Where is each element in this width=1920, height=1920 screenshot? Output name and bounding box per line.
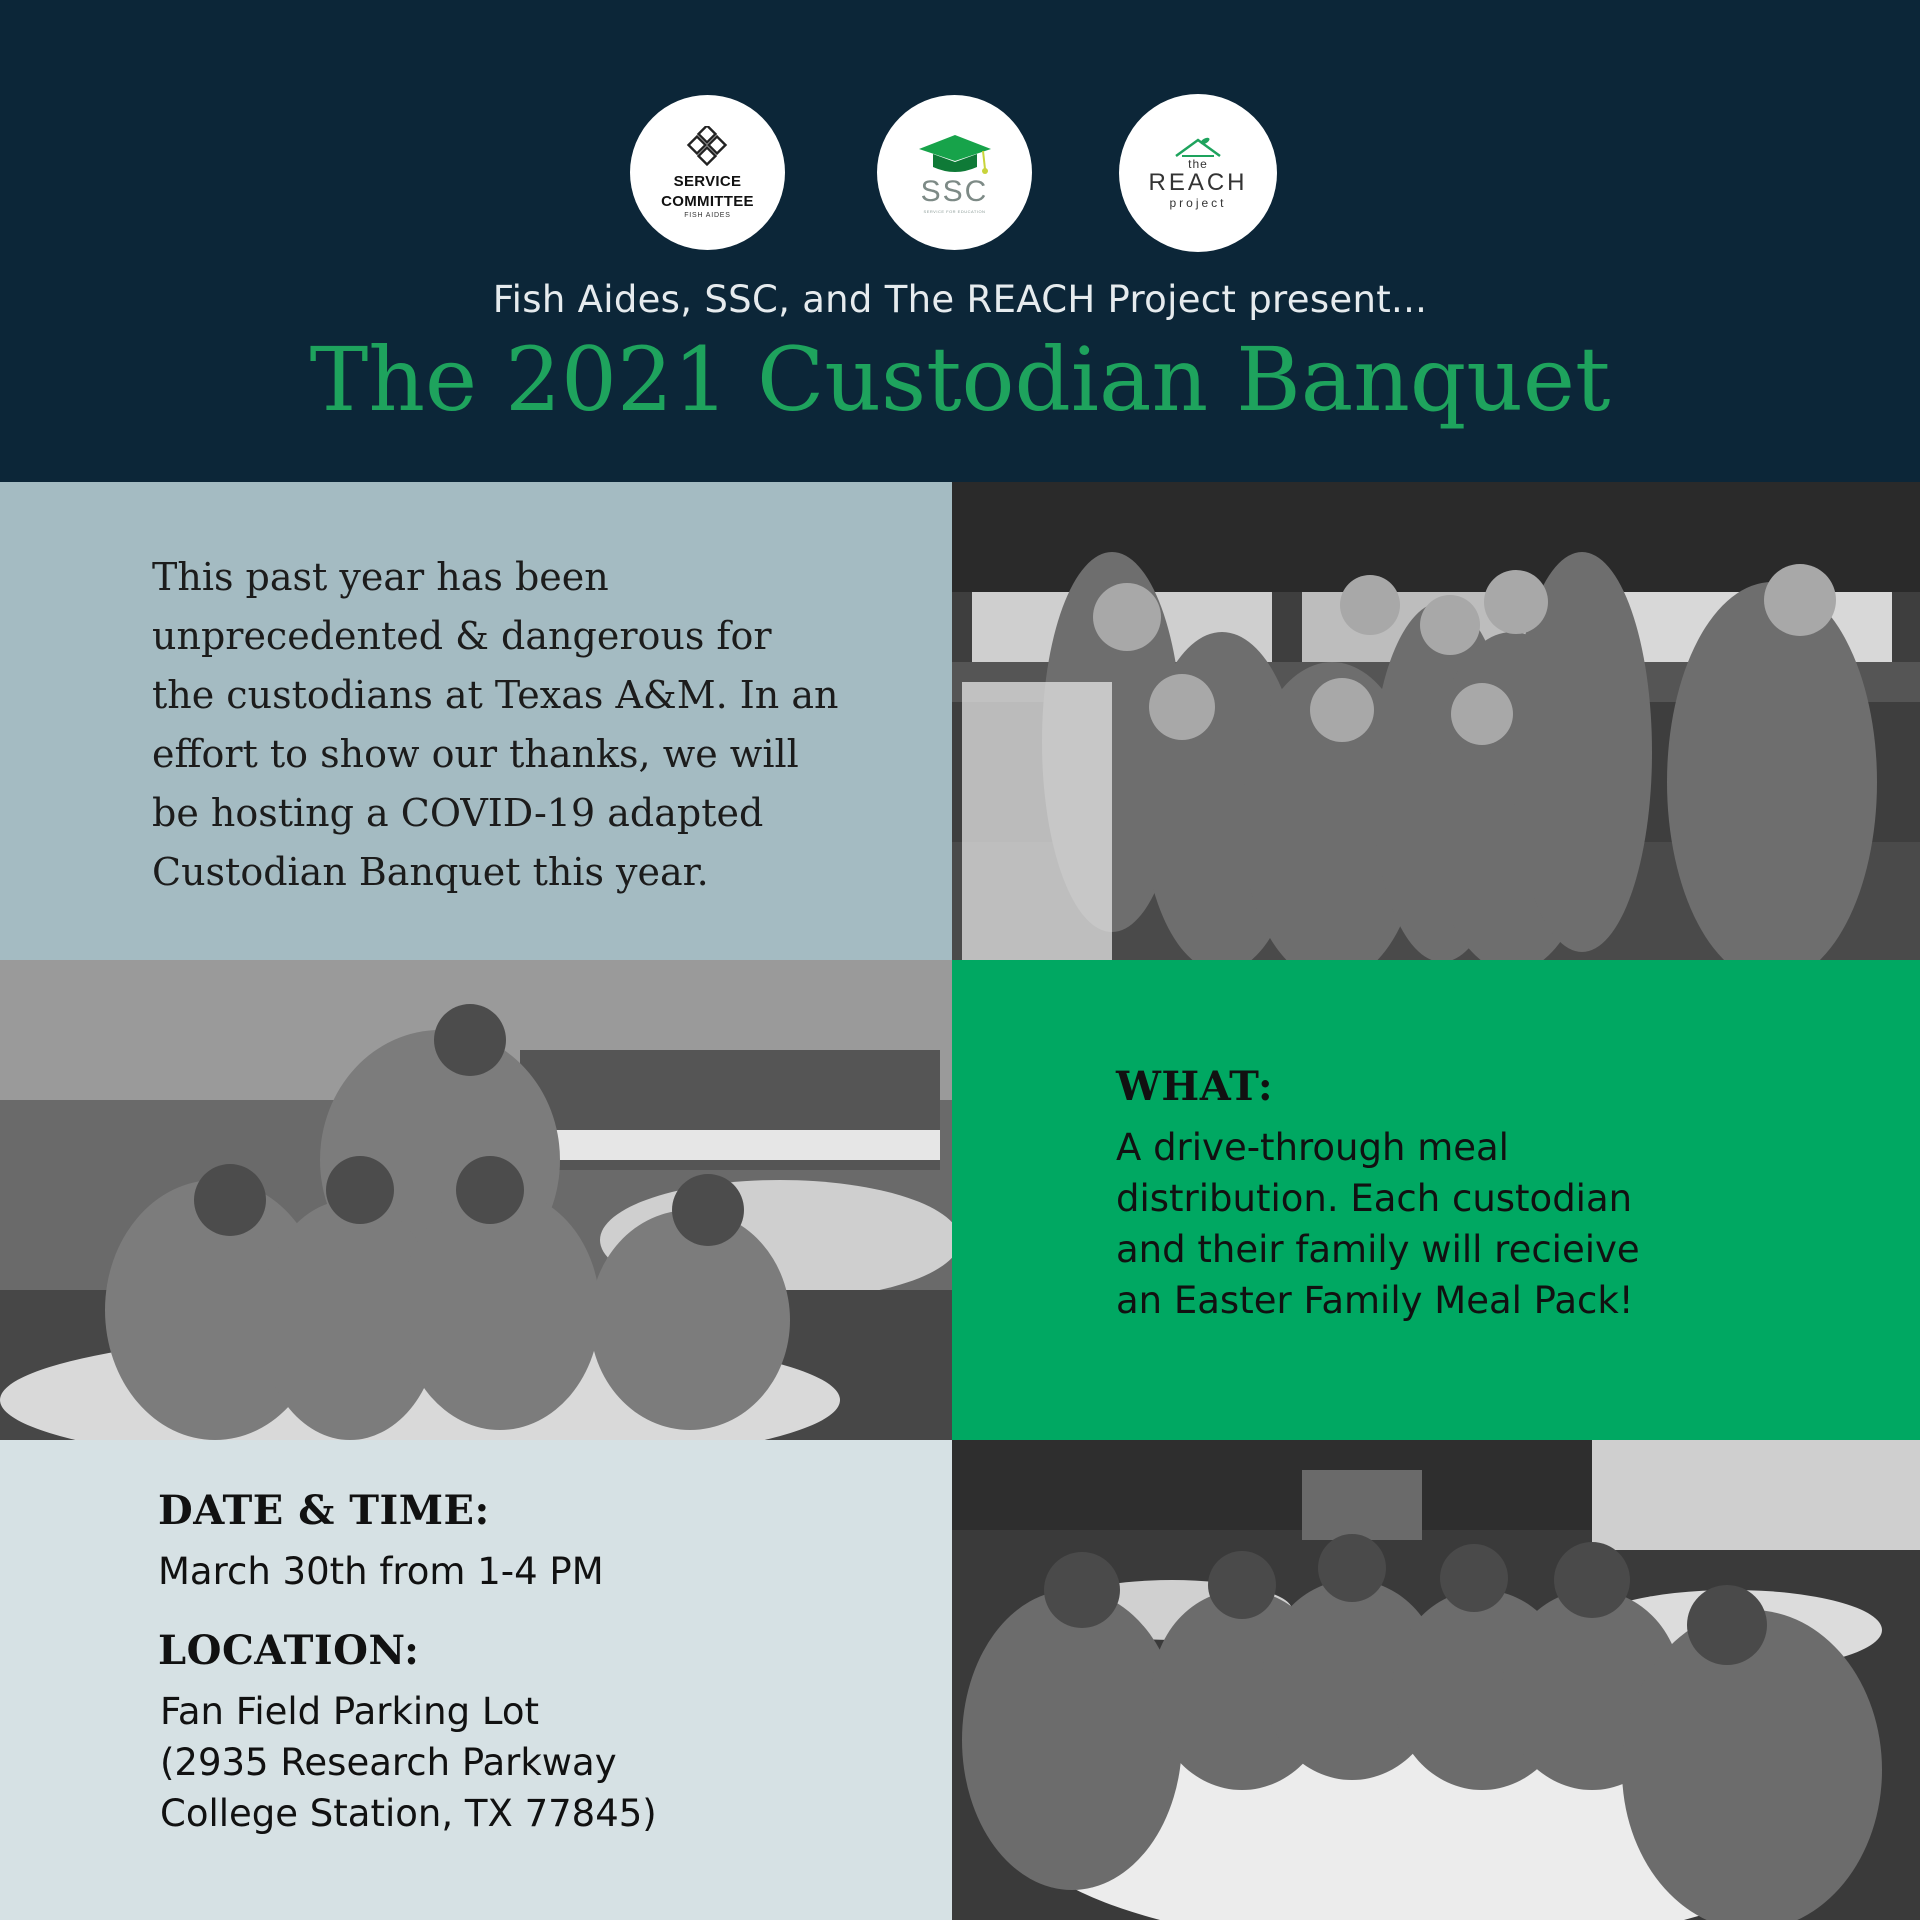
custodians-at-table-photo — [0, 960, 952, 1440]
logo-the: the — [1188, 157, 1208, 171]
intro-line: This past year has been — [152, 555, 609, 599]
diamond-lattice-icon — [685, 126, 731, 170]
intro-line: effort to show our thanks, we will — [152, 732, 799, 776]
service-committee-logo — [630, 95, 785, 250]
what-heading: WHAT: — [1116, 1063, 1274, 1110]
what-line: A drive-through meal — [1116, 1126, 1509, 1169]
presenters-line: Fish Aides, SSC, and The REACH Project present... — [492, 278, 1428, 321]
location-heading: LOCATION: — [158, 1627, 420, 1674]
logo-title-line1: SERVICE — [673, 173, 742, 190]
graduation-cap-icon — [915, 131, 995, 177]
what-line: distribution. Each custodian — [1116, 1177, 1633, 1220]
intro-line: the custodians at Texas A&M. In an — [152, 673, 839, 717]
round-table-illustration — [952, 1440, 1920, 1920]
logo-subtitle: project — [1169, 196, 1227, 210]
event-title: The 2021 Custodian Banquet — [309, 328, 1611, 431]
location-address — [160, 1686, 920, 1839]
intro-line: unprecedented & dangerous for — [152, 614, 772, 658]
date-time-value: March 30th from 1-4 PM — [158, 1550, 604, 1593]
reach-project-logo — [1119, 94, 1277, 252]
table-photo-illustration — [0, 960, 952, 1440]
logo-title: SSC — [920, 175, 989, 208]
what-description — [1116, 1122, 1876, 1326]
custodian-group-photo — [952, 482, 1920, 960]
location-line: (2935 Research Parkway — [160, 1741, 617, 1784]
ssc-logo — [877, 95, 1032, 250]
logo-subtitle: FISH AIDES — [684, 212, 731, 219]
what-line: an Easter Family Meal Pack! — [1116, 1279, 1634, 1322]
header-banner — [0, 0, 1920, 482]
logo-title: REACH — [1148, 169, 1248, 196]
logo-title-line2: COMMITTEE — [661, 193, 754, 210]
what-line: and their family will recieive — [1116, 1228, 1640, 1271]
intro-line: Custodian Banquet this year. — [152, 850, 709, 894]
house-leaf-icon — [1172, 136, 1224, 158]
location-line: College Station, TX 77845) — [160, 1792, 657, 1835]
intro-line: be hosting a COVID-19 adapted — [152, 791, 764, 835]
group-photo-illustration — [952, 482, 1920, 960]
logo-subtitle: SERVICE FOR EDUCATION — [923, 209, 986, 214]
location-line: Fan Field Parking Lot — [160, 1690, 539, 1733]
intro-panel — [0, 482, 952, 960]
date-time-heading: DATE & TIME: — [158, 1487, 490, 1534]
round-table-group-photo — [952, 1440, 1920, 1920]
intro-paragraph — [152, 548, 852, 902]
